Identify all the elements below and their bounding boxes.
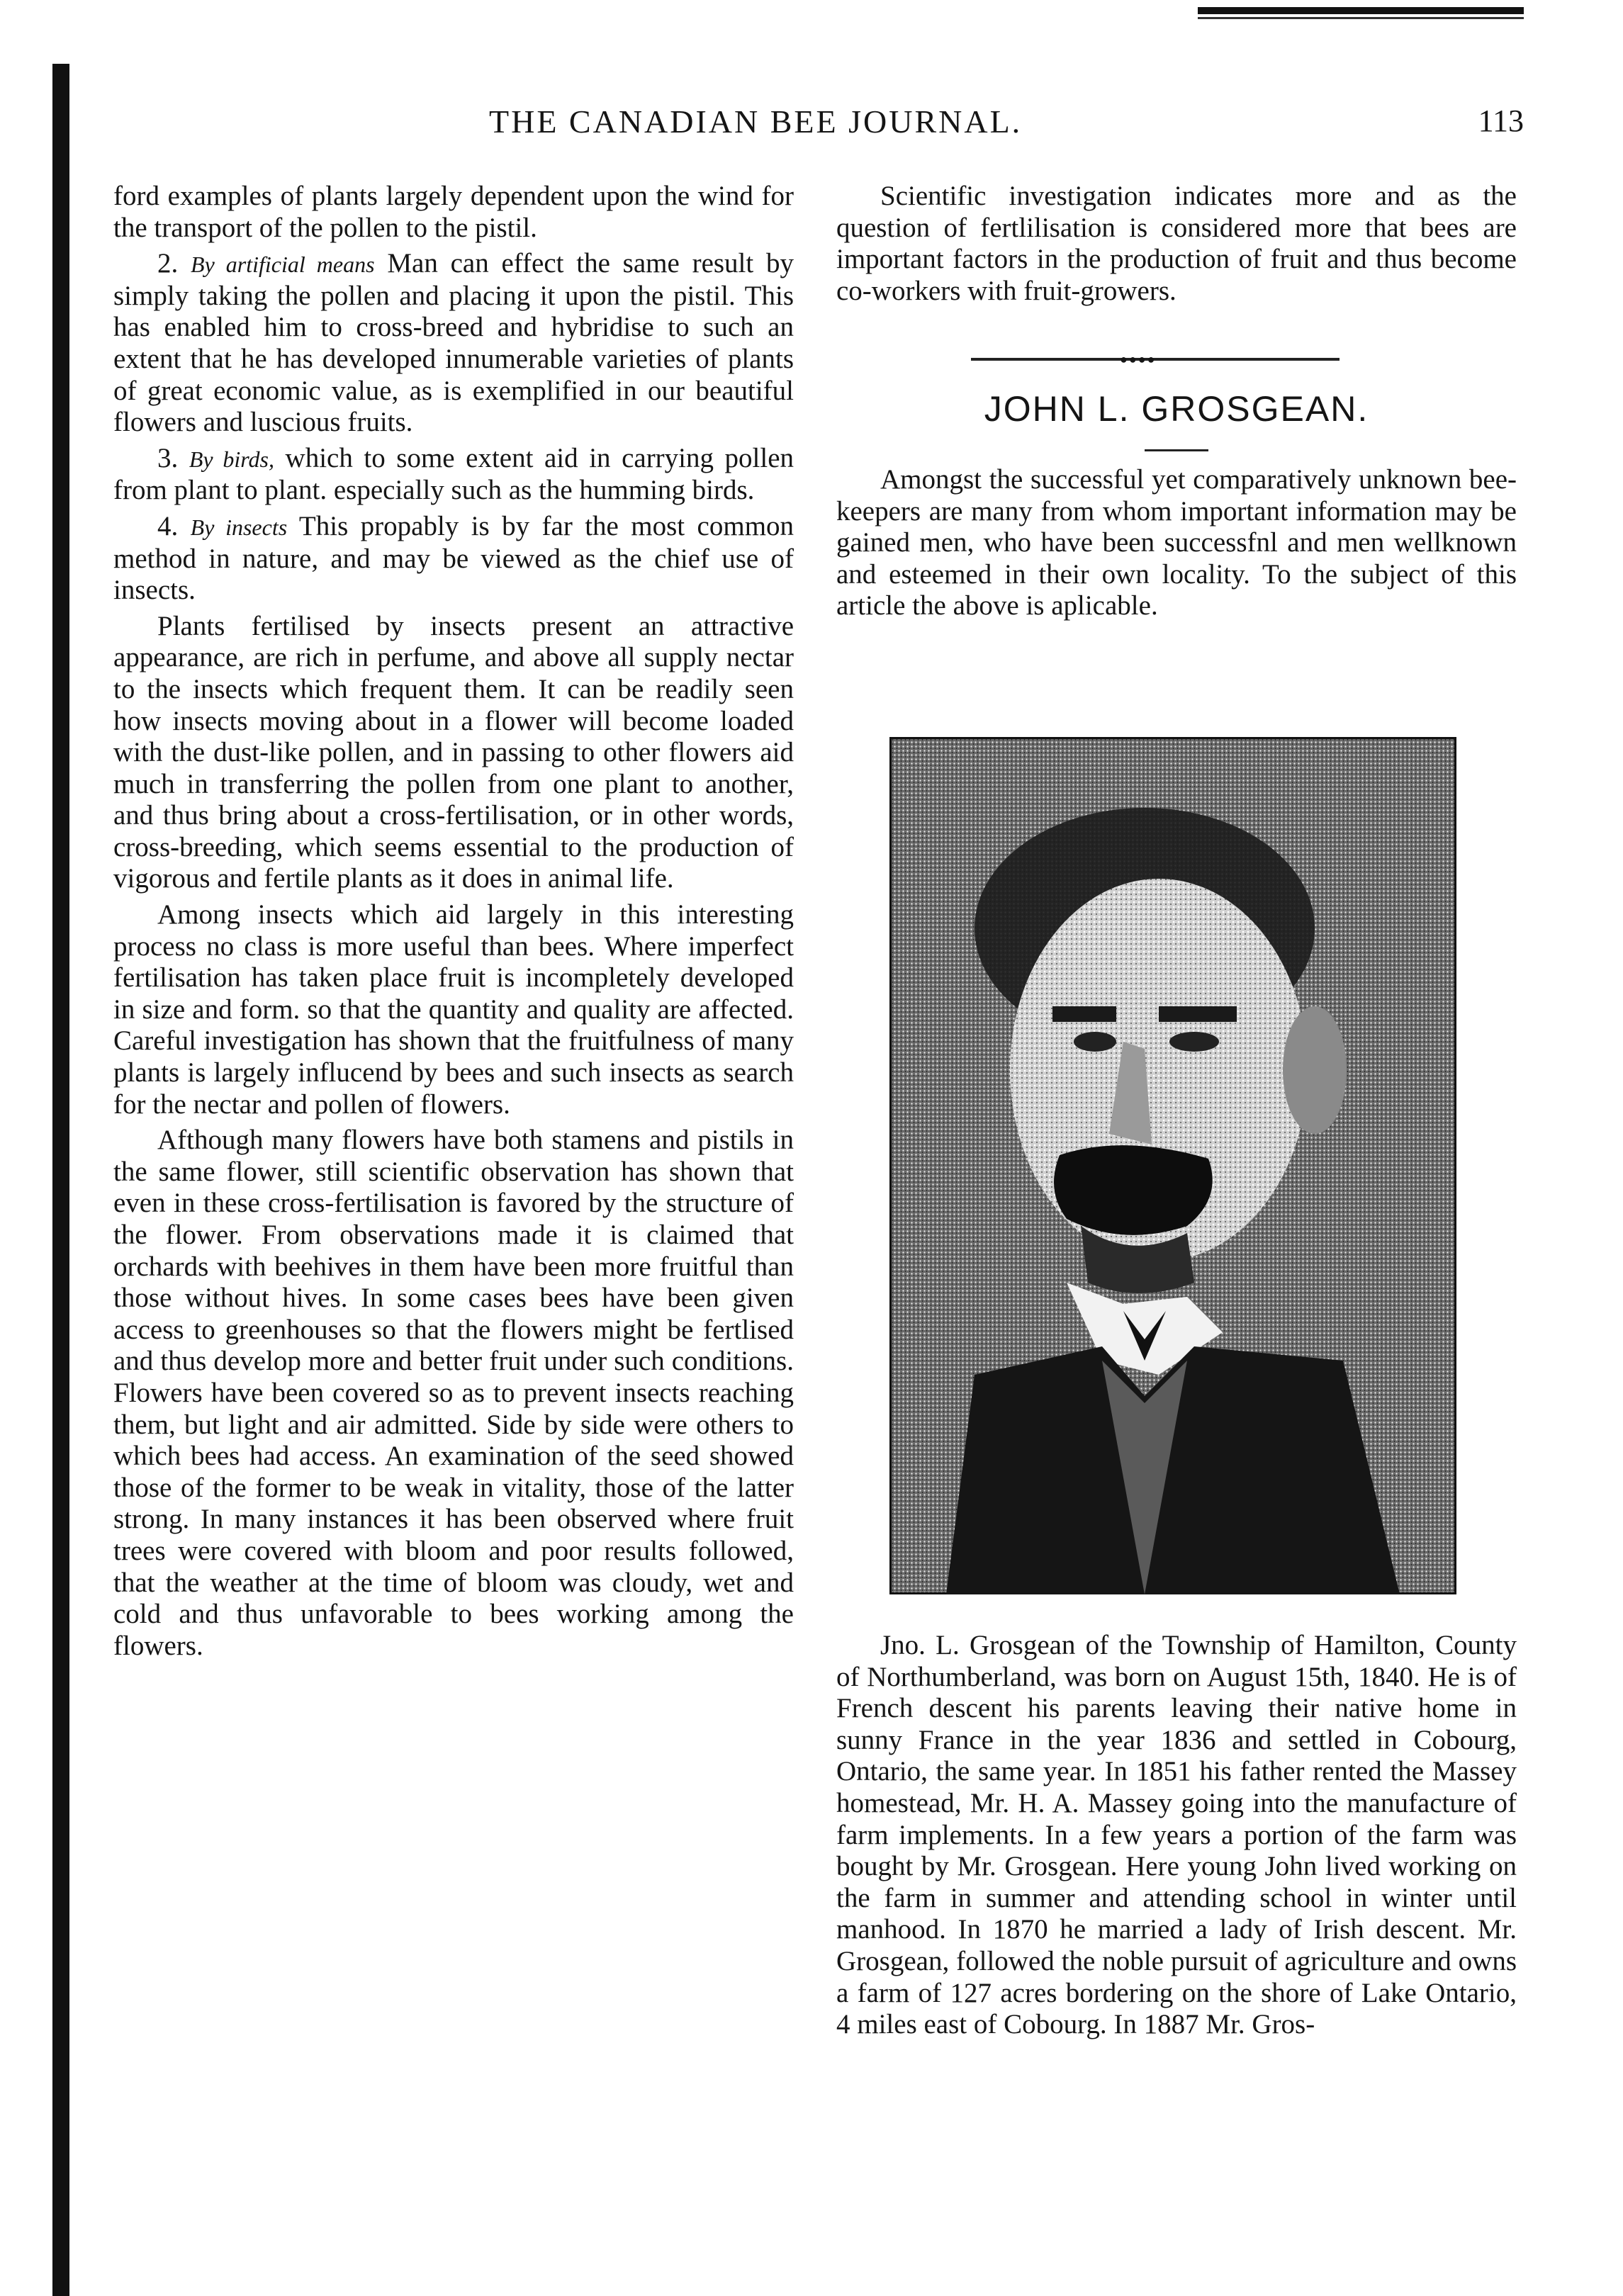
paragraph-birds	[113, 443, 794, 507]
item-number: 3.	[157, 442, 179, 473]
paragraph-intro: Amongst the successful yet comparatively unknown bee-keepers are many from whom important information may be gained men, who have been successfnl and men wellknown and esteemed in their own locality. To the subject of this article the above is aplicable.	[836, 464, 1517, 621]
item-label: By insects	[190, 514, 288, 540]
article-intro-column	[836, 464, 1517, 626]
item-label: By artificial means	[191, 252, 375, 278]
item-number: 2.	[157, 248, 179, 279]
running-header	[489, 103, 1524, 145]
binding-shadow	[52, 64, 69, 2296]
paragraph-insects	[113, 511, 794, 607]
paragraph-wind: ford examples of plants largely dependent upon the wind for the transport of the pollen to the pistil.	[113, 181, 794, 243]
biography-column	[836, 1630, 1517, 2045]
paragraph-biography: Jno. L. Grosgean of the Township of Hamilton, County of Northumberland, was born on August 15th, 1840. He is of French descent his parents leaving their native home in sunny France in the year 1836 and settled in Cobourg, Ontario, the same year. In 1851 his father rented the Massey homestead, Mr. H. A. Massey going into the manufacture of farm implements. In a few years a portion of the farm was bought by Mr. Grosgean. Here young John lived working on the farm in summer and attending school in winter until manhood. In 1870 he married a lady of Irish descent. Mr. Grosgean, followed the noble pursuit of agriculture and owns a farm of 127 acres bordering on the shore of Lake Ontario, 4 miles east of Cobourg. In 1887 Mr. Gros-	[836, 1630, 1517, 2040]
top-rule	[1198, 7, 1524, 14]
item-label: By birds,	[189, 446, 274, 472]
portrait-image	[889, 737, 1456, 1594]
item-text: Man can effect the same result by simply taking the pollen and placing it upon the pistil. This has enabled him to cross-breed and hybridise to such an extent that he has developed innumerable varieties of plants of great economic value, as is exemplified in our beautiful flowers and luscious fruits.	[113, 248, 794, 438]
item-number: 4.	[157, 510, 179, 541]
paragraph-although-flowers: Afthough many flowers have both stamens and pistils in the same flower, still scientific observation has shown that even in these cross-fertilisation is favored by the structure of the flower. From observations made it is claimed that orchards with beehives in them have been more fruitful than those without hives. In some cases bees have been given access to greenhouses so that the flowers might be fertlised and thus develop more and better fruit under such conditions. Flowers have been covered so as to prevent insects reaching them, but light and air admitted. Side by side were others to which bees had access. An examination of the seed showed those of the former to be weak in vitality, those of the latter strong. In many instances it has been observed where fruit trees were covered with bloom and poor results followed, that the weather at the time of bloom was cloudy, wet and cold and thus unfavorable to bees working among the flowers.	[113, 1125, 794, 1661]
paragraph-among-insects: Among insects which aid largely in this interesting process no class is more useful than bees. Where imperfect fertilisation has taken place fruit is incompletely developed in size and form. so that the quantity and quality are affected. Careful investigation has shown that the fruitfulness of many plants is largely influcend by bees and such insects as search for the nectar and pollen of flowers.	[113, 899, 794, 1120]
item-text: This propably is by far the most common method in nature, and may be viewed as the chief use of insects.	[113, 510, 794, 606]
page-number: 113	[1478, 103, 1524, 138]
divider-ornament: ●●●●	[1120, 352, 1157, 366]
right-column-top	[836, 181, 1517, 311]
paragraph-artificial-means	[113, 248, 794, 439]
paragraph-plants-fertilised: Plants fertilised by insects present an attractive appearance, are rich in perfume, and above all supply nectar to the insects which frequent them. It can be readily seen how insects moving about in a flower will become loaded with the dust-like pollen, and in passing to other flowers aid much in transferring the pollen from one plant to another, and thus bring about a cross-fertilisation, or in other words, cross-breeding, which seems essential to the production of vigorous and fertile plants as it does in animal life.	[113, 610, 794, 894]
item-text: which to some extent aid in carrying pollen from plant to plant. especially such as the humming birds.	[113, 442, 794, 506]
paragraph-scientific-investigation: Scientific investigation indicates more and as the question of fertlilisation is considered more that bees are important factors in the production of fruit and thus become co-workers with fruit-growers.	[836, 181, 1517, 306]
left-column	[113, 181, 794, 1666]
top-rule-thin	[1198, 17, 1524, 19]
article-title: JOHN L. GROSGEAN.	[984, 389, 1369, 429]
title-rule	[1145, 449, 1208, 451]
portrait-photo	[889, 737, 1456, 1594]
journal-title: THE CANADIAN BEE JOURNAL.	[489, 103, 1023, 140]
